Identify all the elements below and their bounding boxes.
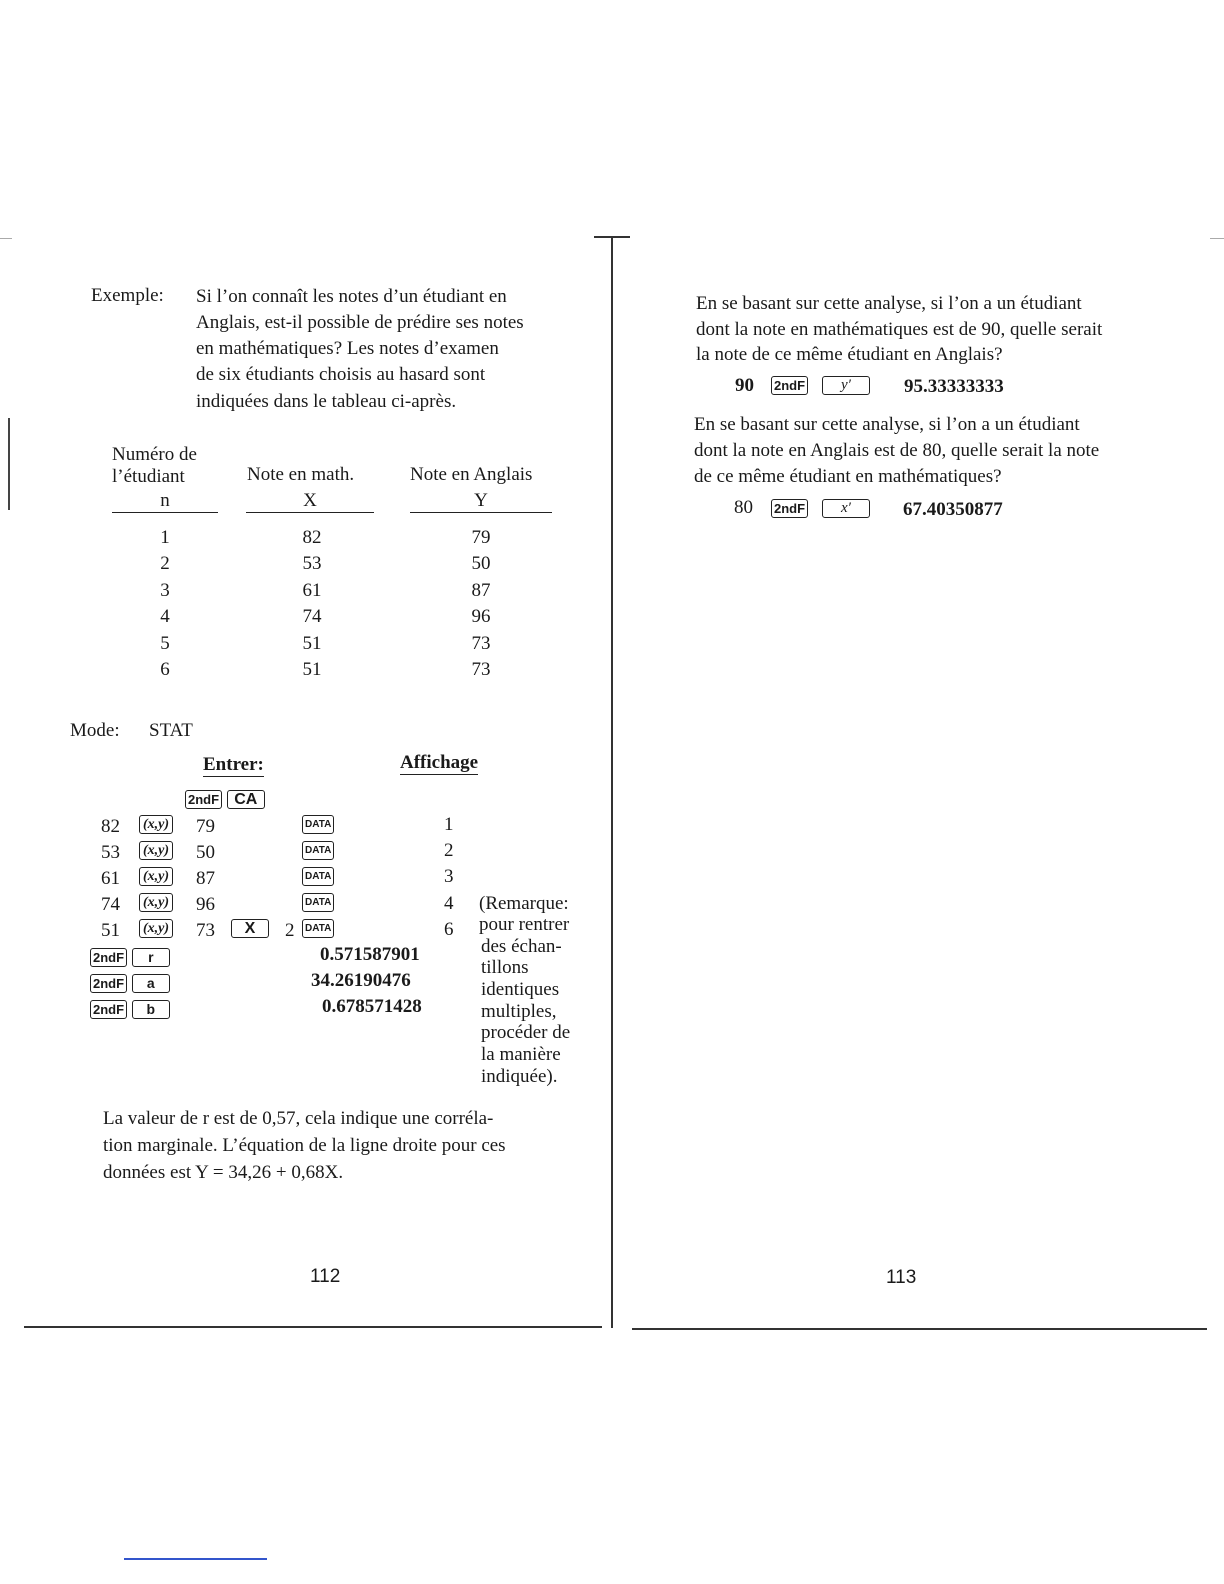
entry-x-value: 51: [101, 920, 120, 941]
data-key[interactable]: DATA: [302, 815, 334, 834]
top-left-tick: [0, 238, 12, 239]
result-r: 0.571587901: [320, 944, 420, 965]
clear-keys-row: [185, 788, 265, 810]
calc1-result: 95.33333333: [904, 376, 1004, 397]
table-cell-y: 73: [471, 659, 491, 680]
intro-line-4: de six étudiants choisis au hasard sont: [196, 364, 486, 385]
page-number-right: 113: [886, 1267, 917, 1288]
table-cell-x: 53: [302, 553, 322, 574]
entry-y-value: 50: [196, 842, 215, 863]
table-cell-n: 3: [160, 580, 170, 601]
second-function-key[interactable]: 2ndF: [771, 376, 808, 395]
right-bottom-rule: [632, 1328, 1207, 1330]
b-key[interactable]: b: [132, 1000, 170, 1019]
result-a: 34.26190476: [311, 970, 411, 991]
intro-line-1: Si l’on connaît les notes d’un étudiant en: [196, 286, 507, 307]
intro-line-3: en mathématiques? Les notes d’examen: [196, 338, 499, 359]
table-cell-n: 4: [160, 606, 170, 627]
second-function-key[interactable]: 2ndF: [90, 1000, 127, 1019]
question2-line-3: de ce même étudiant en mathématiques?: [694, 466, 1002, 487]
calc2-result: 67.40350877: [903, 499, 1003, 520]
remark-line: identiques: [481, 979, 560, 1000]
page-number-left: 112: [310, 1266, 341, 1287]
xy-key[interactable]: (x,y): [139, 815, 173, 834]
calc2-input: 80: [734, 497, 753, 518]
remark-line: pour rentrer: [479, 914, 570, 935]
entry-display: 3: [444, 866, 454, 887]
r-key[interactable]: r: [132, 948, 170, 967]
table-cell-x: 51: [302, 659, 322, 680]
conclusion-line-3: données est Y = 34,26 + 0,68X.: [103, 1162, 344, 1183]
xy-key[interactable]: (x,y): [139, 867, 173, 886]
intro-line-5: indiquées dans le tableau ci-après.: [196, 391, 457, 412]
intro-line-2: Anglais, est-il possible de prédire ses notes: [196, 312, 524, 333]
example-label: Exemple:: [91, 285, 164, 306]
table-subheader-y: Y: [410, 490, 552, 513]
table-cell-y: 96: [471, 606, 491, 627]
data-key[interactable]: DATA: [302, 919, 334, 938]
entry-y-value: 73: [196, 920, 215, 941]
table-cell-x: 82: [302, 527, 322, 548]
data-key[interactable]: DATA: [302, 867, 334, 886]
table-header-math: Note en math.: [247, 464, 355, 485]
multiply-key[interactable]: X: [231, 919, 269, 938]
slope-keys: [90, 998, 170, 1020]
affichage-header: Affichage: [400, 752, 479, 773]
ca-key[interactable]: CA: [227, 790, 265, 809]
question1-line-3: la note de ce même étudiant en Anglais?: [696, 344, 1003, 365]
result-b: 0.678571428: [322, 996, 422, 1017]
remark-line: (Remarque:: [479, 893, 569, 914]
calc1-input: 90: [735, 375, 754, 396]
entry-display: 4: [444, 893, 454, 914]
entry-display: 6: [444, 919, 454, 940]
second-function-key[interactable]: 2ndF: [90, 948, 127, 967]
table-cell-x: 51: [302, 633, 322, 654]
remark-line: des échan-: [481, 936, 562, 957]
second-function-key[interactable]: 2ndF: [90, 974, 127, 993]
left-margin-mark: [8, 418, 10, 510]
remark-line: indiquée).: [481, 1066, 558, 1087]
center-divider: [611, 236, 613, 1328]
table-cell-y: 73: [471, 633, 491, 654]
second-function-key[interactable]: 2ndF: [771, 499, 808, 518]
table-cell-y: 50: [471, 553, 491, 574]
x-prime-key[interactable]: x′: [822, 499, 870, 518]
question1-line-1: En se basant sur cette analyse, si l’on a un étudiant: [696, 293, 1082, 314]
bottom-blue-line: [124, 1558, 267, 1560]
entry-y-value: 96: [196, 894, 215, 915]
table-subheader-x: X: [246, 490, 374, 513]
correlation-keys: [90, 946, 170, 968]
question1-line-2: dont la note en mathématiques est de 90, quelle serait: [696, 319, 1103, 340]
xy-key[interactable]: (x,y): [139, 893, 173, 912]
entry-x-value: 53: [101, 842, 120, 863]
mode-value: STAT: [149, 720, 193, 741]
table-header-numero: Numéro de: [112, 444, 197, 465]
top-right-tick: [1210, 238, 1224, 239]
table-subheader-n: n: [112, 490, 218, 513]
table-cell-n: 5: [160, 633, 170, 654]
table-header-anglais: Note en Anglais: [410, 464, 533, 485]
table-cell-n: 6: [160, 659, 170, 680]
data-key[interactable]: DATA: [302, 841, 334, 860]
table-cell-x: 61: [302, 580, 322, 601]
xy-key[interactable]: (x,y): [139, 841, 173, 860]
question2-line-2: dont la note en Anglais est de 80, quelle serait la note: [694, 440, 1100, 461]
data-key[interactable]: DATA: [302, 893, 334, 912]
xy-key[interactable]: (x,y): [139, 919, 173, 938]
table-cell-n: 1: [160, 527, 170, 548]
table-cell-y: 87: [471, 580, 491, 601]
remark-line: tillons: [481, 957, 529, 978]
entry-x-value: 74: [101, 894, 120, 915]
conclusion-line-1: La valeur de r est de 0,57, cela indique une corréla-: [103, 1108, 494, 1129]
a-key[interactable]: a: [132, 974, 170, 993]
y-prime-key[interactable]: y′: [822, 376, 870, 395]
table-cell-x: 74: [302, 606, 322, 627]
second-function-key[interactable]: 2ndF: [185, 790, 222, 809]
table-header-etudiant: l’étudiant: [112, 466, 185, 487]
question2-line-1: En se basant sur cette analyse, si l’on a un étudiant: [694, 414, 1080, 435]
center-top-tick: [594, 236, 630, 238]
left-bottom-rule: [24, 1326, 602, 1328]
entry-x-value: 61: [101, 868, 120, 889]
entry-display: 2: [444, 840, 454, 861]
remark-line: multiples,: [481, 1001, 557, 1022]
mode-label: Mode:: [70, 720, 120, 741]
entrer-header: Entrer:: [203, 754, 264, 775]
table-cell-y: 79: [471, 527, 491, 548]
remark-line: la manière: [481, 1044, 561, 1065]
intercept-keys: [90, 972, 170, 994]
entry-x-value: 82: [101, 816, 120, 837]
entry-multiplier: 2: [285, 920, 295, 941]
table-cell-n: 2: [160, 553, 170, 574]
entry-display: 1: [444, 814, 454, 835]
remark-line: procéder de: [481, 1022, 571, 1043]
entry-y-value: 79: [196, 816, 215, 837]
conclusion-line-2: tion marginale. L’équation de la ligne droite pour ces: [103, 1135, 506, 1156]
entry-y-value: 87: [196, 868, 215, 889]
